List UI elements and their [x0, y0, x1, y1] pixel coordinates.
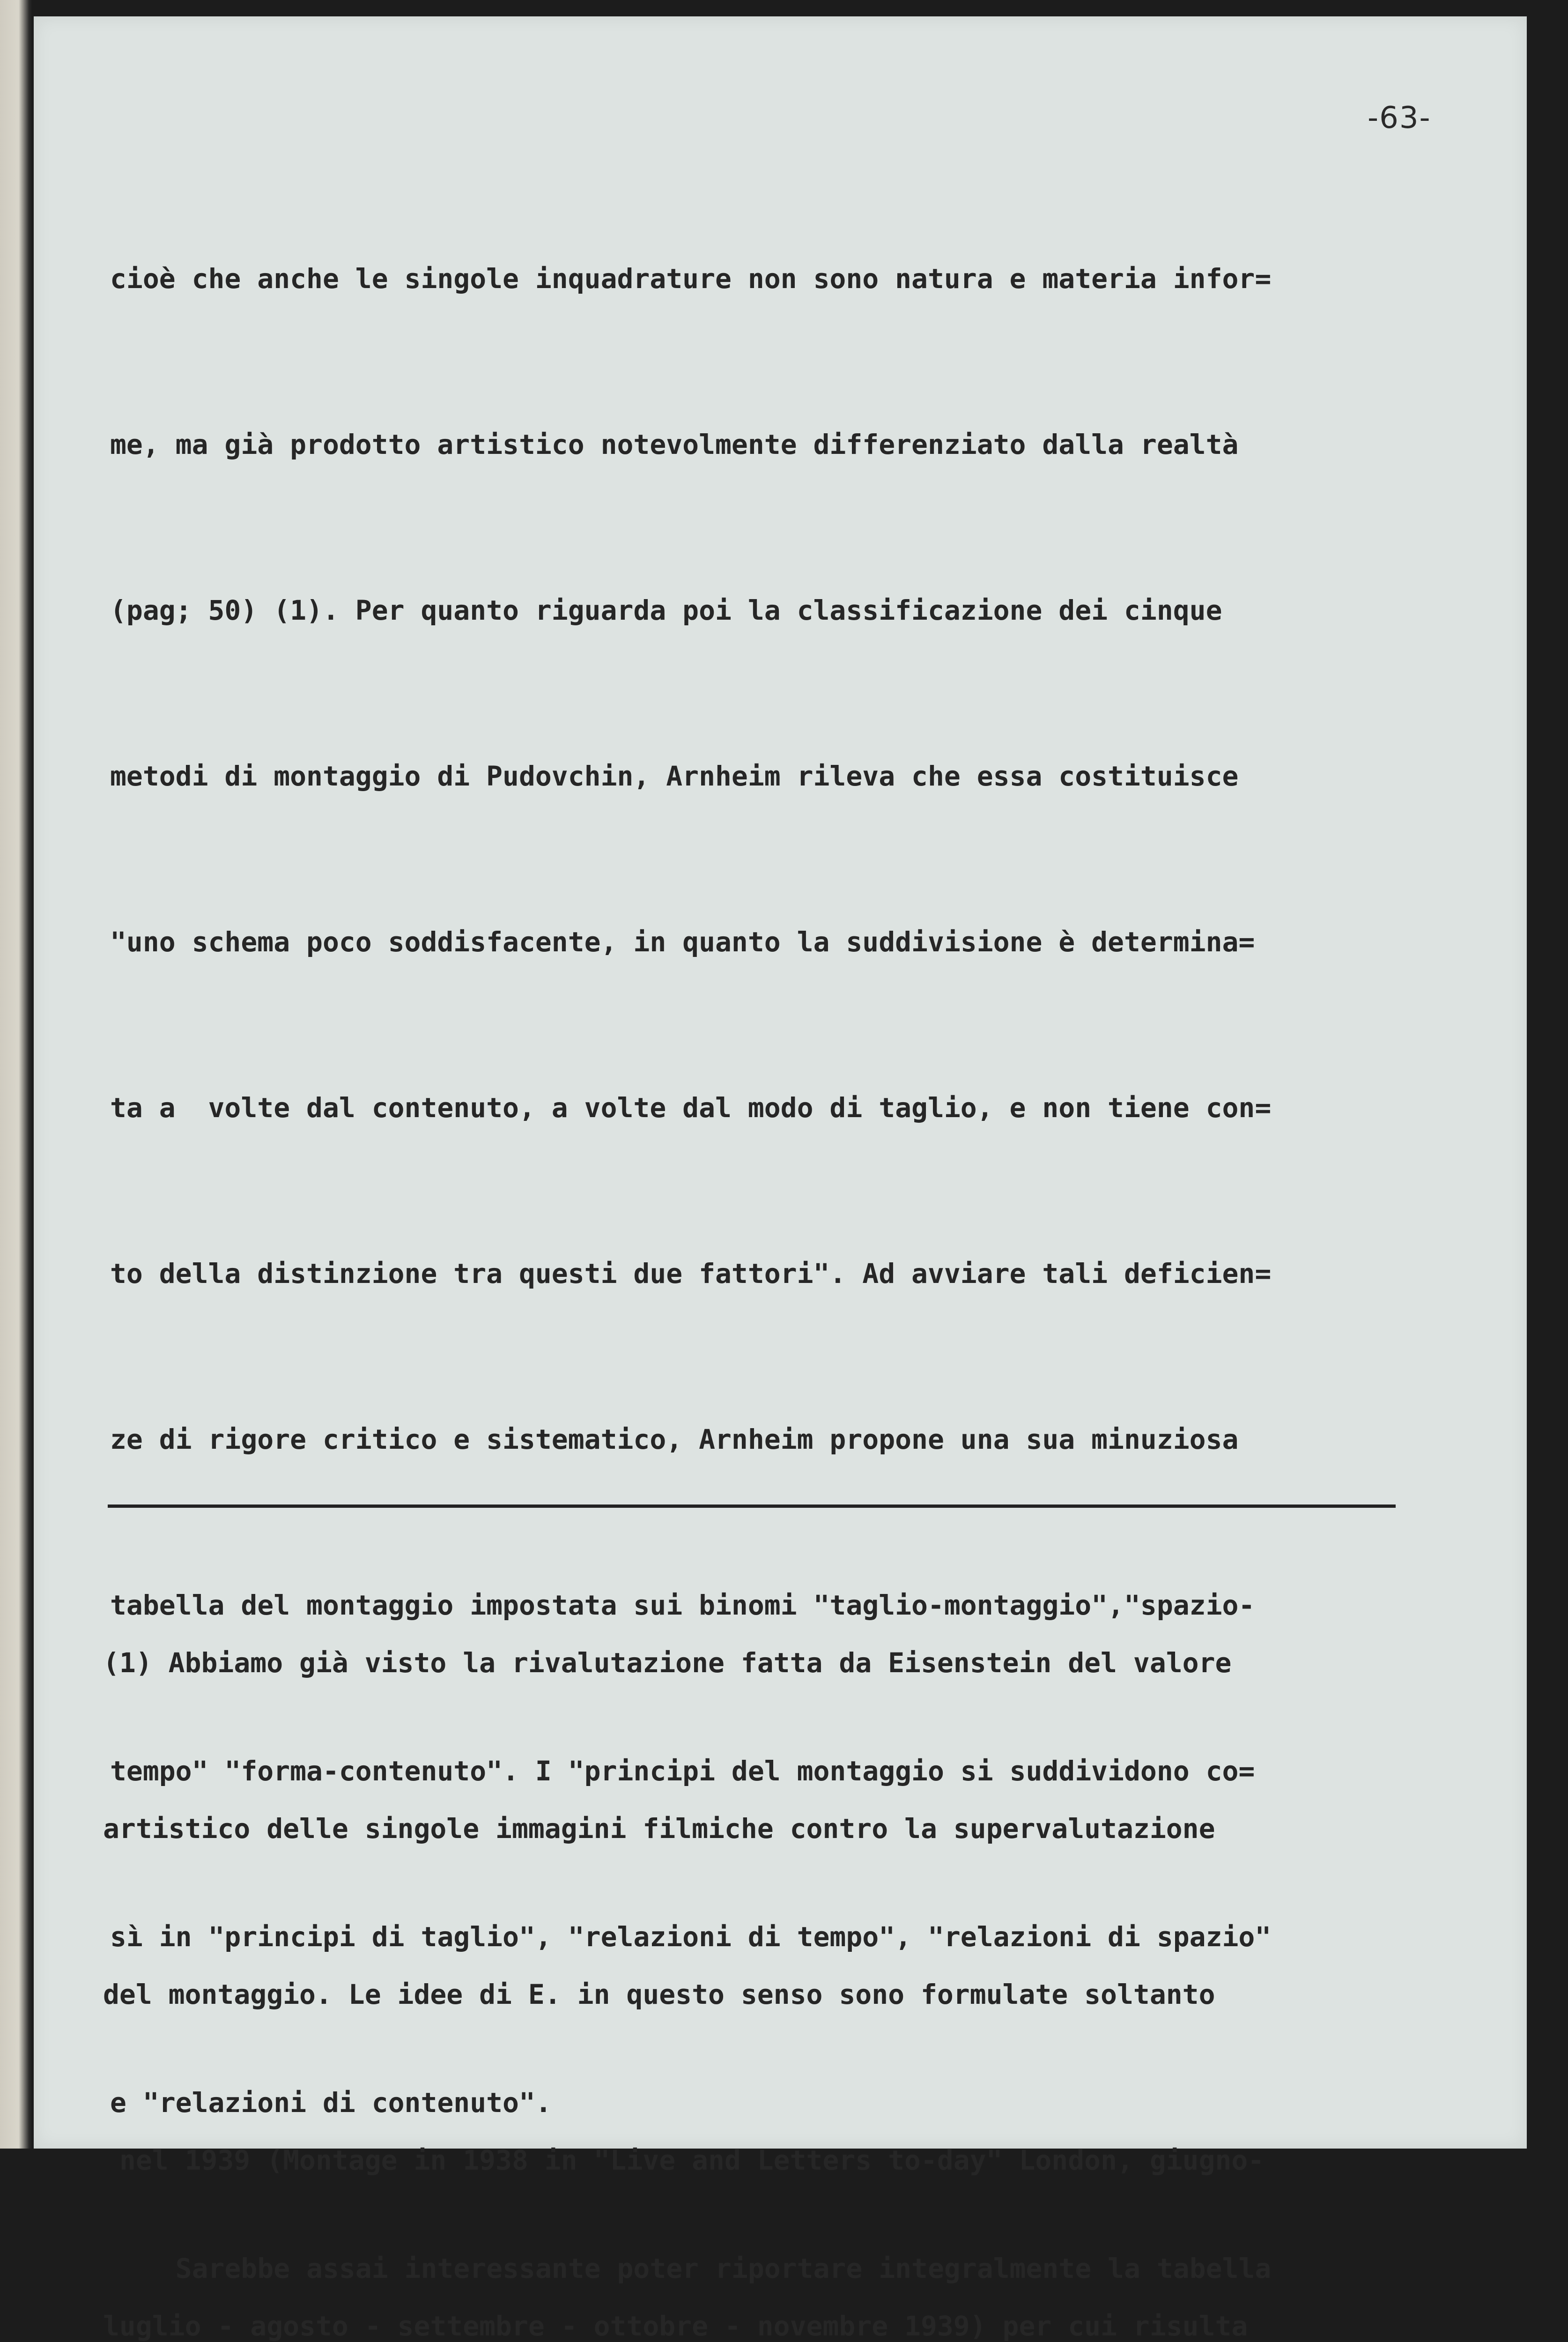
body-line: tempo" "forma-contenuto". I "principi del montaggio si suddividono co=	[110, 1755, 1255, 1787]
body-line: to della distinzione tra questi due fattori". Ad avviare tali deficien=	[110, 1258, 1272, 1290]
footnote-1-line: nel 1939 (Montage in 1938 in "Live and Letters to-day" London, giugno-	[103, 2144, 1265, 2176]
body-line: tabella del montaggio impostata sui binomi "taglio-montaggio","spazio-	[110, 1589, 1255, 1621]
footnote-1-line: del montaggio. Le idee di E. in questo senso sono formulate soltanto	[103, 1979, 1215, 2010]
footnote-divider	[108, 1505, 1396, 1508]
footnote-1-line: artistico delle singole immagini filmiche contro la supervalutazione	[103, 1813, 1215, 1845]
body-line: sì in "principi di taglio", "relazioni di tempo", "relazioni di spazio"	[110, 1921, 1272, 1953]
footnote-1-line: luglio - agosto - settembre - ottobre - novembre 1939) per cui risulta	[103, 2310, 1248, 2342]
body-line: cioè che anche le singole inquadrature non sono natura e materia infor=	[110, 263, 1272, 295]
body-line: Sarebbe assai interessante poter riportare integralmente la tabella	[110, 2253, 1272, 2284]
footnotes	[103, 1525, 1264, 2342]
body-line: me, ma già prodotto artistico notevolmente differenziato dalla realtà	[110, 429, 1239, 460]
body-line: ze di rigore critico e sistematico, Arnheim propone una sua minuziosa	[110, 1423, 1239, 1455]
body-line: metodi di montaggio di Pudovchin, Arnheim rileva che essa costituisce	[110, 760, 1239, 792]
page-left-edge	[0, 0, 33, 2149]
body-line: (pag; 50) (1). Per quanto riguarda poi la classificazione dei cinque	[110, 594, 1222, 626]
footnote-1-line: (1) Abbiamo già visto la rivalutazione fatta da Eisenstein del valore	[103, 1647, 1232, 1679]
page-number: -63-	[1368, 101, 1431, 135]
body-line: e "relazioni di contenuto".	[110, 2087, 552, 2119]
body-line: "uno schema poco soddisfacente, in quanto la suddivisione è determina=	[110, 926, 1255, 958]
body-line: ta a volte dal contenuto, a volte dal modo di taglio, e non tiene con=	[110, 1092, 1272, 1124]
